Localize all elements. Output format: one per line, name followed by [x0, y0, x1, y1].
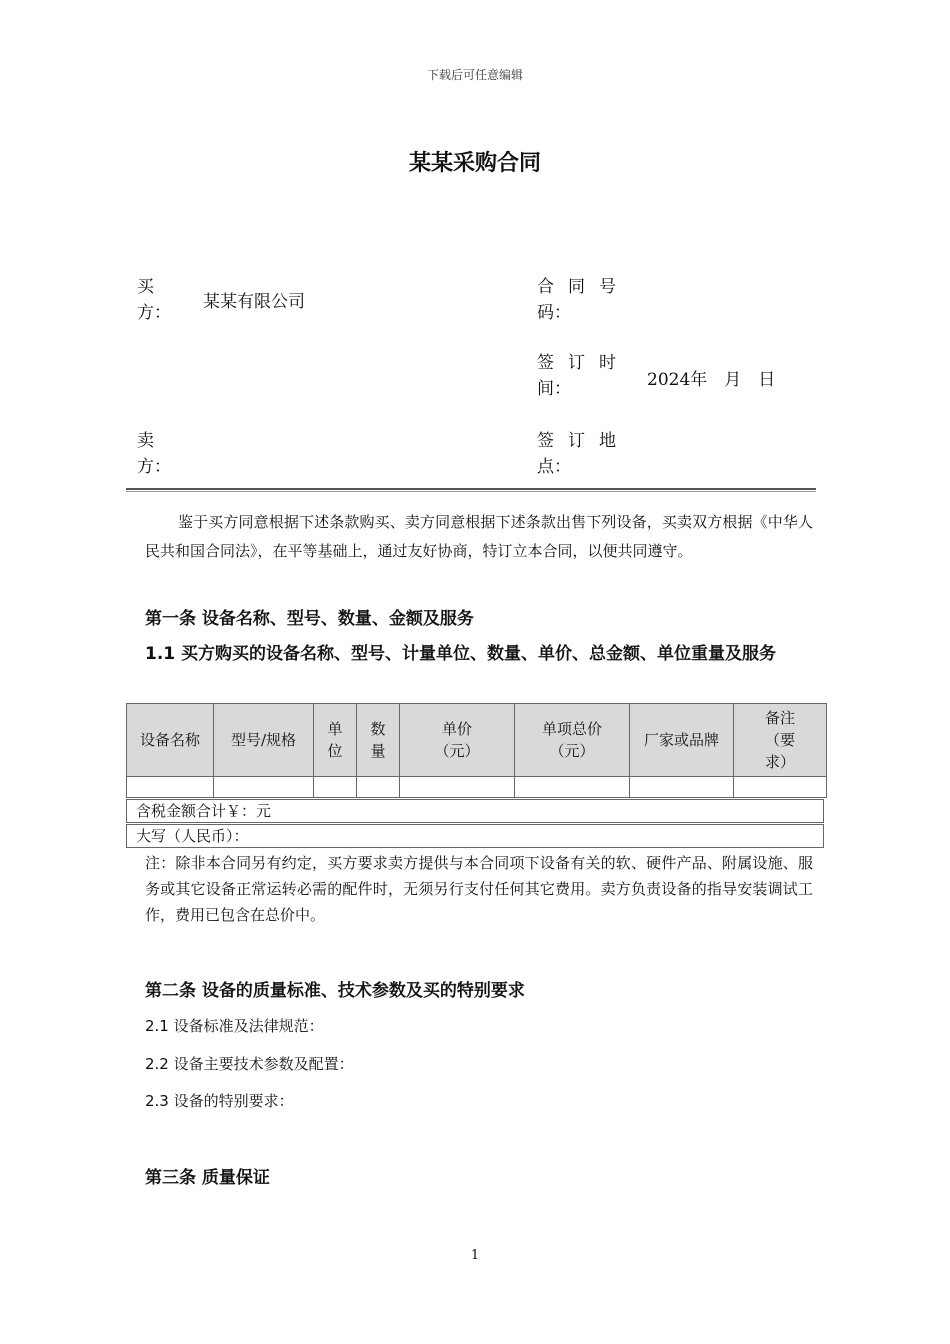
equipment-table — [126, 703, 827, 798]
tax-total-row: 含税金额合计￥：元 — [126, 799, 824, 823]
buyer-label: 买 方： — [137, 277, 171, 323]
col-brand: 厂家或品牌 — [630, 704, 734, 777]
list-item: 2.2 设备主要技术参数及配置： — [145, 1055, 354, 1073]
intro-paragraph: 鉴于买方同意根据下述条款购买、卖方同意根据下述条款出售下列设备，买卖双方根据《中华人民共和国合同法》，在平等基础上，通过友好协商，特订立本合同，以便共同遵守。 — [145, 513, 813, 560]
col-quantity: 数 量 — [357, 704, 400, 777]
table-header-row — [127, 704, 827, 777]
col-equipment-name: 设备名称 — [127, 704, 214, 777]
article1-title: 第一条 设备名称、型号、数量、金额及服务 — [145, 609, 474, 629]
table-cell[interactable] — [734, 777, 827, 798]
amount-in-words-row: 大写（人民币）： — [126, 824, 824, 848]
col-item-total: 单项总价 （元） — [515, 704, 630, 777]
list-item: 2.1 设备标准及法律规范： — [145, 1017, 324, 1035]
list-item: 2.3 设备的特别要求： — [145, 1092, 294, 1110]
table-row — [127, 777, 827, 798]
sign-time-label: 签订时 间： — [537, 353, 630, 399]
article1-subtitle: 1.1 买方购买的设备名称、型号、计量单位、数量、单价、总金额、单位重量及服务 — [145, 644, 777, 664]
header-note: 下载后可任意编辑 — [426, 68, 523, 82]
table-cell[interactable] — [357, 777, 400, 798]
table-cell[interactable] — [214, 777, 314, 798]
col-remark: 备注 （要 求） — [734, 704, 827, 777]
divider-line — [126, 488, 816, 490]
table-cell[interactable] — [127, 777, 214, 798]
divider-line-thin — [126, 491, 816, 492]
contract-number-label: 合同号 码： — [537, 277, 630, 323]
col-model: 型号/规格 — [214, 704, 314, 777]
table-cell[interactable] — [630, 777, 734, 798]
sign-place-label: 签订地 点： — [537, 431, 630, 477]
document-title: 某某采购合同 — [408, 151, 541, 176]
table-cell[interactable] — [314, 777, 357, 798]
table-cell[interactable] — [515, 777, 630, 798]
article3-title: 第三条 质量保证 — [145, 1168, 270, 1188]
table-cell[interactable] — [400, 777, 515, 798]
seller-label: 卖 方： — [137, 431, 171, 477]
sign-time-value: 2024年 月 日 — [647, 370, 776, 390]
article1-note: 注：除非本合同另有约定，买方要求卖方提供与本合同项下设备有关的软、硬件产品、附属设施、服务或其它设备正常运转必需的配件时，无须另行支付任何其它费用。卖方负责设备的指导安装调试工作，费用已包含在总价中。 — [145, 854, 813, 924]
col-unit-price: 单价 （元） — [400, 704, 515, 777]
page-number: 1 — [470, 1248, 480, 1263]
article2-title: 第二条 设备的质量标准、技术参数及买的特别要求 — [145, 981, 525, 1001]
buyer-value: 某某有限公司 — [203, 292, 305, 312]
col-unit: 单 位 — [314, 704, 357, 777]
